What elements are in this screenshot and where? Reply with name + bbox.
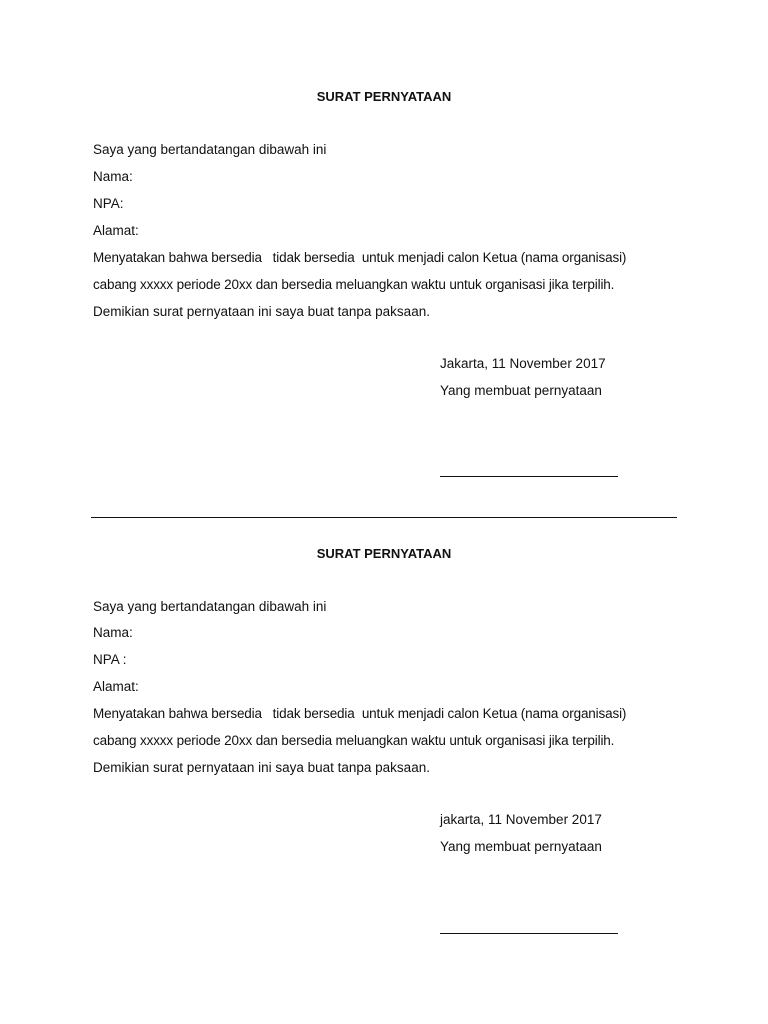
npa-label: NPA : <box>93 652 127 667</box>
place-date: Jakarta, 11 November 2017 <box>440 356 606 371</box>
statement-title: SURAT PERNYATAAN <box>316 89 452 104</box>
intro-text: Saya yang bertandatangan dibawah ini <box>93 142 327 157</box>
place-date: jakarta, 11 November 2017 <box>440 812 602 827</box>
body-line-2: cabang xxxxx periode 20xx dan bersedia meluangkan waktu untuk organisasi jika terpilih. <box>93 277 615 292</box>
address-label: Alamat: <box>93 679 139 694</box>
closing-text: Demikian surat pernyataan ini saya buat tanpa paksaan. <box>93 760 430 775</box>
body-line-2: cabang xxxxx periode 20xx dan bersedia meluangkan waktu untuk organisasi jika terpilih. <box>93 733 615 748</box>
npa-label: NPA: <box>93 196 124 211</box>
body-line-1: Menyatakan bahwa bersedia tidak bersedia untuk menjadi calon Ketua (nama organisasi) <box>93 706 627 721</box>
intro-text: Saya yang bertandatangan dibawah ini <box>93 599 327 614</box>
name-label: Nama: <box>93 625 133 640</box>
body-line-1: Menyatakan bahwa bersedia tidak bersedia untuk menjadi calon Ketua (nama organisasi) <box>93 250 627 265</box>
signature-line <box>440 933 618 934</box>
cut-divider <box>91 517 677 518</box>
signature-line <box>440 476 618 477</box>
name-label: Nama: <box>93 169 133 184</box>
closing-text: Demikian surat pernyataan ini saya buat tanpa paksaan. <box>93 304 430 319</box>
address-label: Alamat: <box>93 223 139 238</box>
signer-label: Yang membuat pernyataan <box>440 839 602 854</box>
signer-label: Yang membuat pernyataan <box>440 383 602 398</box>
statement-title: SURAT PERNYATAAN <box>316 546 452 561</box>
